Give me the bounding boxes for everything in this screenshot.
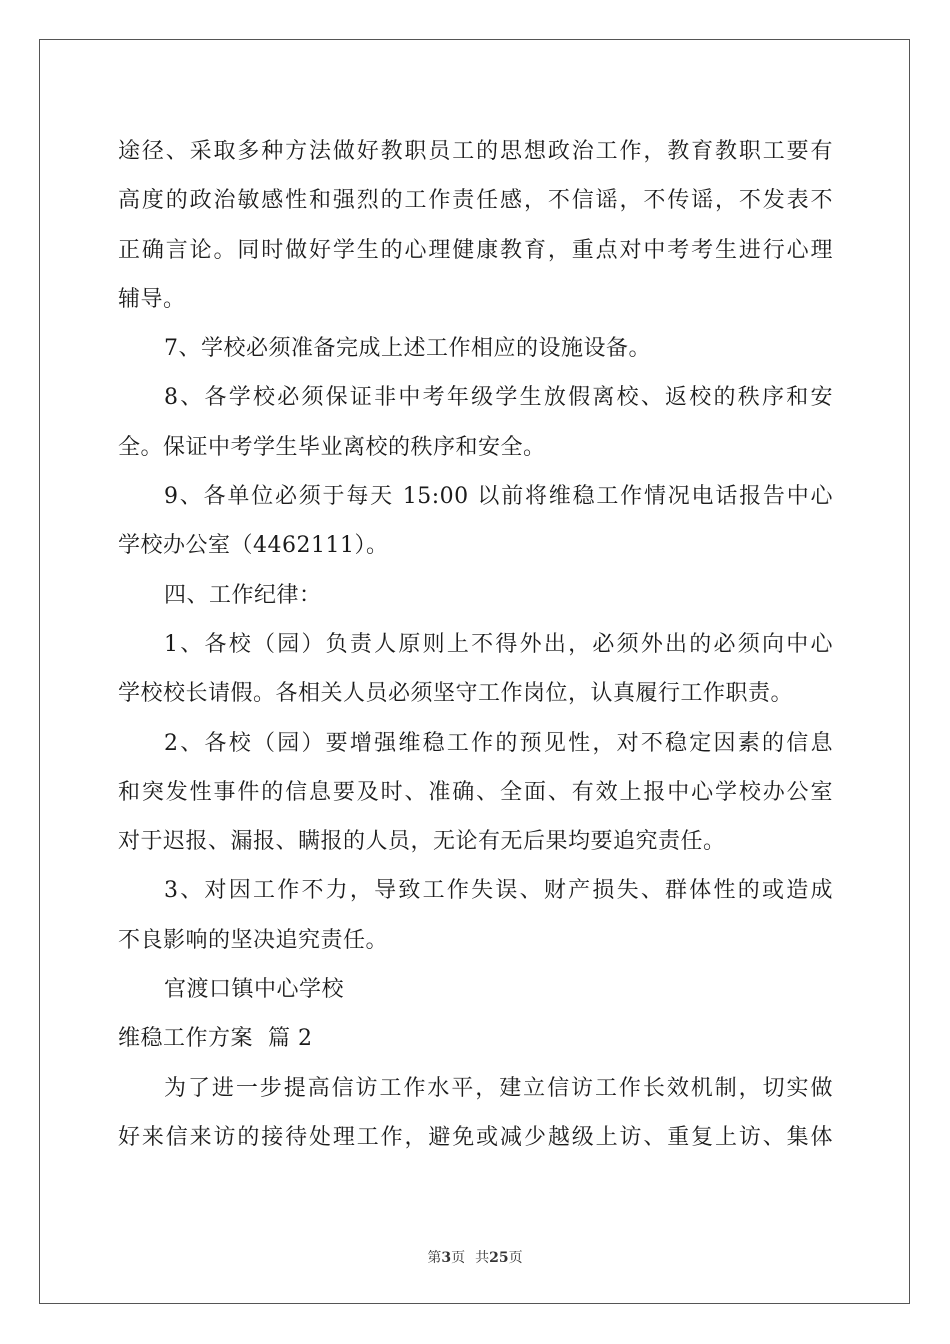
document-body	[118, 127, 833, 1162]
section-heading: 四、工作纪律：	[164, 582, 322, 608]
text-line: 为了进一步提高信访工作水平，建立信访工作长效机制，切实做	[164, 1075, 833, 1101]
total-page-number: 25	[489, 1250, 509, 1266]
text-line: 8、各学校必须保证非中考年级学生放假离校、返校的秩序和安	[164, 385, 833, 411]
text-line: 对于迟报、漏报、瞒报的人员，无论有无后果均要追究责任。	[118, 829, 726, 855]
text-line: 3、对因工作不力，导致工作失误、财产损失、群体性的或造成	[164, 878, 833, 904]
text-line: 1、各校（园）负责人原则上不得外出，必须外出的必须向中心	[164, 631, 833, 657]
text-line: 不良影响的坚决追究责任。	[118, 927, 389, 953]
document-section-title: 维稳工作方案 篇 2	[118, 1026, 313, 1052]
footer-total-prefix: 共	[475, 1250, 490, 1266]
text-line: 学校办公室（4462111）。	[118, 533, 389, 559]
text-line: 学校校长请假。各相关人员必须坚守工作岗位，认真履行工作职责。	[118, 681, 794, 707]
text-line: 辅导。	[118, 286, 186, 312]
text-line: 高度的政治敏感性和强烈的工作责任感，不信谣，不传谣，不发表不	[118, 188, 833, 214]
text-line: 2、各校（园）要增强维稳工作的预见性，对不稳定因素的信息	[164, 730, 833, 756]
signature-org: 官渡口镇中心学校	[164, 977, 345, 1003]
text-line: 全。保证中考学生毕业离校的秩序和安全。	[118, 434, 546, 460]
text-line: 和突发性事件的信息要及时、准确、全面、有效上报中心学校办公室	[118, 779, 833, 805]
footer-prefix: 第	[427, 1250, 442, 1266]
text-line: 好来信来访的接待处理工作，避免或减少越级上访、重复上访、集体	[118, 1124, 833, 1150]
text-line: 7、学校必须准备完成上述工作相应的设施设备。	[164, 336, 651, 362]
text-line: 9、各单位必须于每天 15:00 以前将维稳工作情况电话报告中心	[164, 484, 833, 510]
current-page-number: 3	[441, 1250, 452, 1266]
footer-suffix: 页	[508, 1250, 523, 1266]
page-footer	[0, 1247, 950, 1267]
footer-mid: 页	[451, 1250, 466, 1266]
text-line: 正确言论。同时做好学生的心理健康教育，重点对中考考生进行心理	[118, 237, 833, 263]
text-line: 途径、采取多种方法做好教职员工的思想政治工作，教育教职工要有	[118, 139, 833, 164]
